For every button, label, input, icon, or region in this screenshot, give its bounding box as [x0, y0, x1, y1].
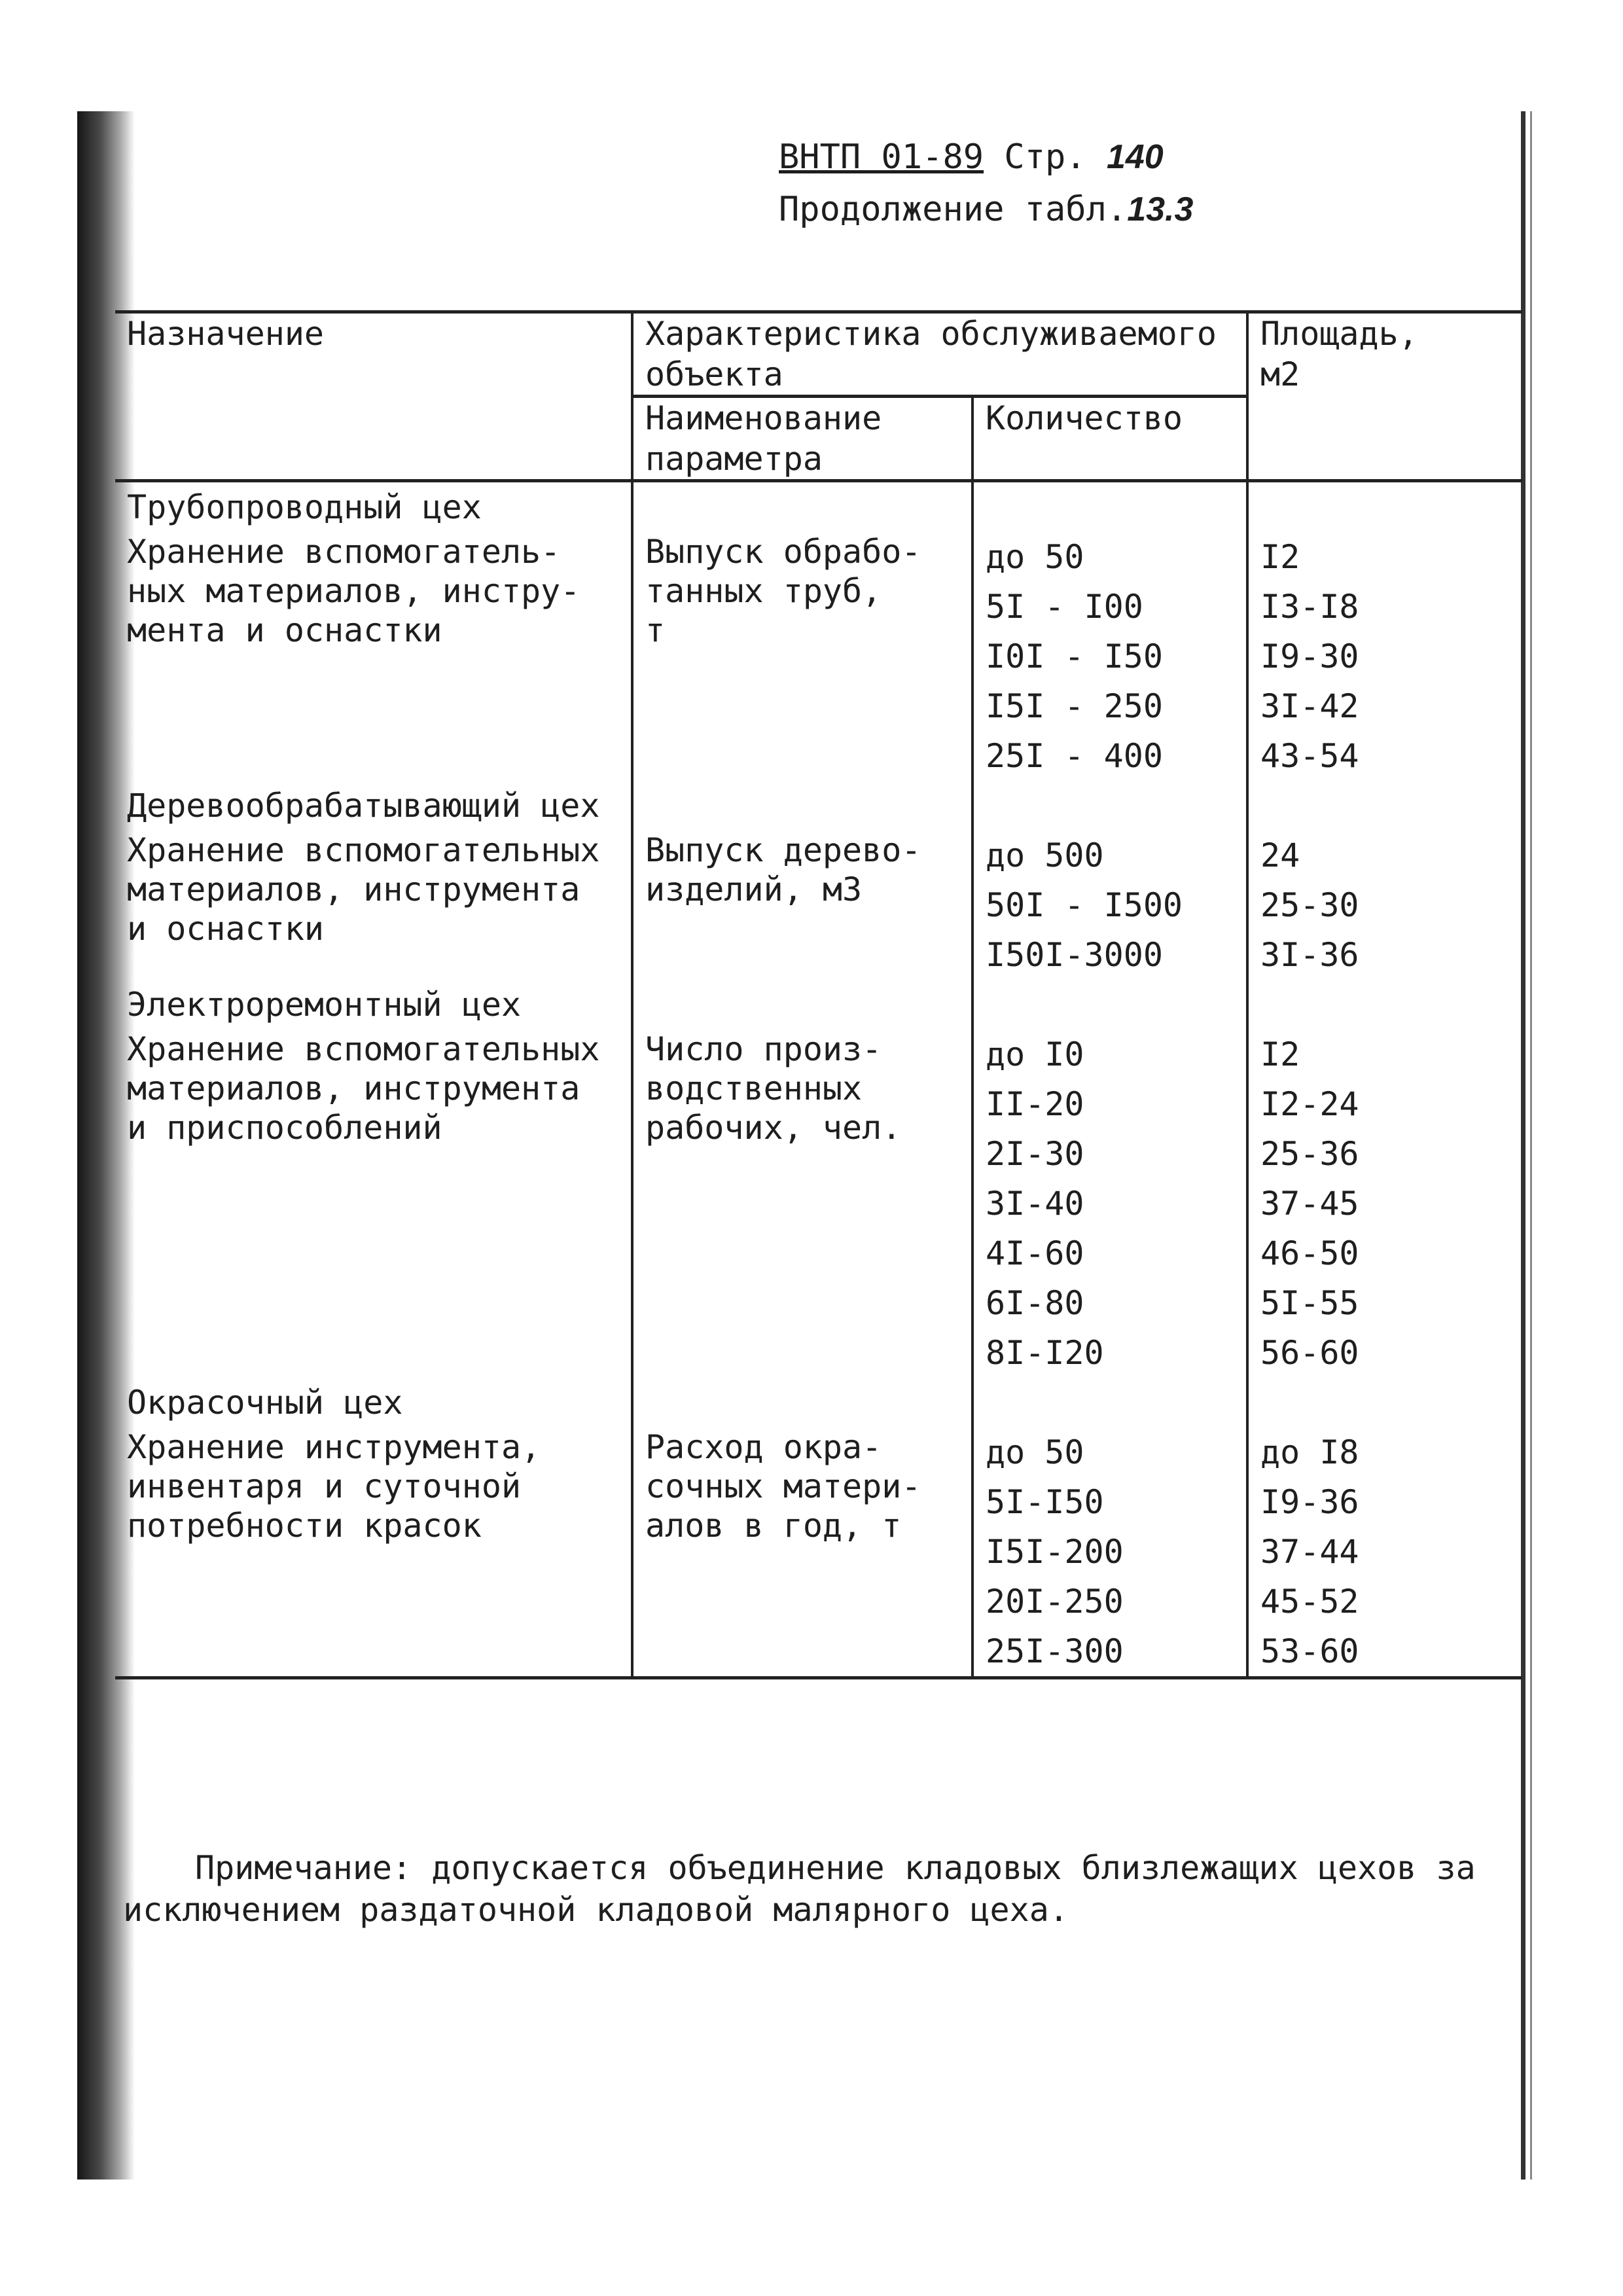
area-value: 3I-42	[1260, 687, 1359, 725]
page-header	[779, 131, 1193, 236]
quantity-value: 5I - I00	[986, 588, 1143, 626]
quantity-value: до 500	[986, 836, 1104, 874]
warehouse-area-table	[115, 310, 1522, 1679]
area-cell	[1247, 831, 1522, 980]
quantity-cell	[972, 1427, 1247, 1678]
quantity-value: I5I-200	[986, 1533, 1124, 1571]
continuation-label: Продолжение табл.	[779, 190, 1128, 229]
parameter-cell: Выпуск обрабо- танных труб, т	[632, 532, 972, 781]
area-cell	[1247, 532, 1522, 781]
area-value: 53-60	[1260, 1632, 1359, 1670]
area-value: 45-52	[1260, 1583, 1359, 1621]
quantity-value: I0I - I50	[986, 637, 1163, 675]
quantity-value: 3I-40	[986, 1185, 1084, 1223]
shop-name: Окрасочный цех	[115, 1378, 632, 1427]
shop-row	[115, 1378, 1522, 1427]
area-value: 37-45	[1260, 1185, 1359, 1223]
page-label: Стр.	[1004, 137, 1086, 177]
shop-row	[115, 481, 1522, 533]
item-row	[115, 831, 1522, 980]
quantity-value: II-20	[986, 1085, 1084, 1123]
item-row	[115, 1030, 1522, 1378]
area-value: до I8	[1260, 1433, 1359, 1471]
col-header-quantity: Количество	[972, 397, 1247, 481]
area-value: I9-30	[1260, 637, 1359, 675]
parameter-cell: Число произ- водственных рабочих, чел.	[632, 1030, 972, 1378]
col-header-purpose: Назначение	[115, 312, 632, 481]
area-value: I2	[1260, 538, 1300, 576]
col-header-param-name: Наименование параметра	[632, 397, 972, 481]
scan-right-edge-thin	[1530, 111, 1532, 2179]
parameter-cell: Выпуск дерево- изделий, м3	[632, 831, 972, 980]
quantity-value: до I0	[986, 1035, 1084, 1073]
quantity-cell	[972, 532, 1247, 781]
header-line-2	[779, 183, 1193, 236]
purpose-cell: Хранение вспомогательных материалов, инструмента и приспособлений	[115, 1030, 632, 1378]
item-row	[115, 1427, 1522, 1678]
purpose-cell: Хранение вспомогатель- ных материалов, инстру- мента и оснастки	[115, 532, 632, 781]
area-value: 24	[1260, 836, 1300, 874]
quantity-value: 25I - 400	[986, 737, 1163, 775]
quantity-value: до 50	[986, 538, 1084, 576]
area-value: 43-54	[1260, 737, 1359, 775]
area-cell	[1247, 1030, 1522, 1378]
table-number: 13.3	[1127, 190, 1194, 228]
parameter-cell: Расход окра- сочных матери- алов в год, т	[632, 1427, 972, 1678]
quantity-value: 20I-250	[986, 1583, 1124, 1621]
shop-name: Деревообрабатывающий цех	[115, 781, 632, 831]
table-note: Примечание: допускается объединение кладовых близлежащих цехов за исключением раздаточной кладовой малярного цеха.	[123, 1849, 1476, 1929]
area-value: 46-50	[1260, 1234, 1359, 1272]
quantity-value: 25I-300	[986, 1632, 1124, 1670]
area-value: 56-60	[1260, 1334, 1359, 1372]
area-value: 37-44	[1260, 1533, 1359, 1571]
doc-code: ВНТП 01-89	[779, 137, 984, 177]
area-cell	[1247, 1427, 1522, 1678]
table-header-row	[115, 312, 1522, 397]
quantity-value: 6I-80	[986, 1284, 1084, 1322]
quantity-value: 50I - I500	[986, 886, 1183, 924]
area-value: 25-30	[1260, 886, 1359, 924]
quantity-value: I50I-3000	[986, 936, 1163, 974]
page-number: 140	[1106, 138, 1164, 176]
item-row	[115, 532, 1522, 781]
area-value: 3I-36	[1260, 936, 1359, 974]
area-value: I3-I8	[1260, 588, 1359, 626]
area-value: 25-36	[1260, 1135, 1359, 1173]
quantity-cell	[972, 1030, 1247, 1378]
area-value: I2	[1260, 1035, 1300, 1073]
area-value: I2-24	[1260, 1085, 1359, 1123]
quantity-value: до 50	[986, 1433, 1084, 1471]
quantity-value: I5I - 250	[986, 687, 1163, 725]
area-value: 5I-55	[1260, 1284, 1359, 1322]
col-header-characteristic: Характеристика обслуживаемого объекта	[632, 312, 1247, 397]
shop-name: Электроремонтный цех	[115, 980, 632, 1030]
quantity-value: 5I-I50	[986, 1483, 1104, 1521]
shop-name: Трубопроводный цех	[115, 481, 632, 533]
purpose-cell: Хранение вспомогательных материалов, инструмента и оснастки	[115, 831, 632, 980]
quantity-value: 8I-I20	[986, 1334, 1104, 1372]
shop-row	[115, 781, 1522, 831]
col-header-area: Площадь, м2	[1247, 312, 1522, 481]
shop-row	[115, 980, 1522, 1030]
header-line-1	[779, 131, 1193, 183]
quantity-value: 2I-30	[986, 1135, 1084, 1173]
quantity-value: 4I-60	[986, 1234, 1084, 1272]
purpose-cell: Хранение инструмента, инвентаря и суточной потребности красок	[115, 1427, 632, 1678]
quantity-cell	[972, 831, 1247, 980]
area-value: I9-36	[1260, 1483, 1359, 1521]
